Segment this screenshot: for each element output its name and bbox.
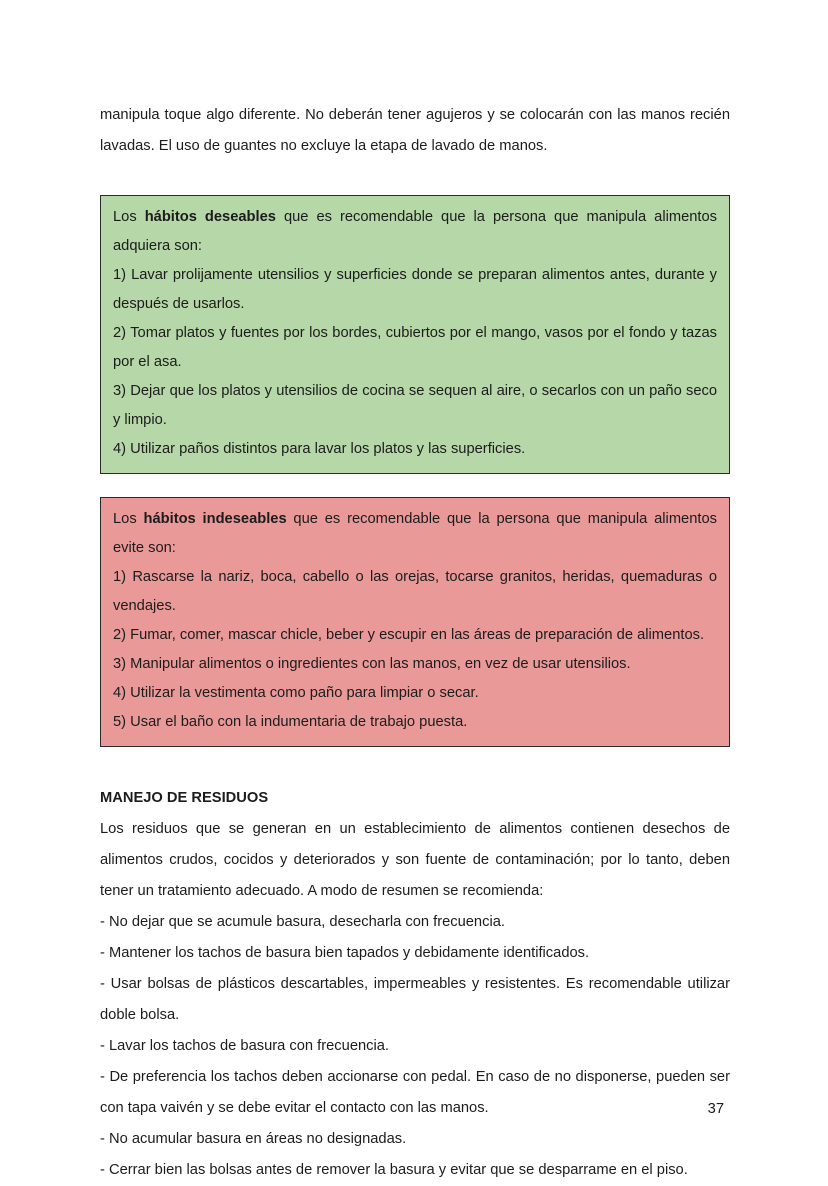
bullet-item: - Lavar los tachos de basura con frecuencia. bbox=[100, 1038, 390, 1054]
undesirable-habits-intro bbox=[113, 505, 717, 563]
bullet-item: - Usar bolsas de plásticos descartables, impermeables y resistentes. Es recomendable utilizar doble bolsa. bbox=[100, 976, 730, 1023]
undesirable-habit-item: 1) Rascarse la nariz, boca, cabello o las orejas, tocarse granitos, heridas, quemaduras o vendajes. bbox=[113, 569, 717, 614]
desirable-intro-rest: que es recomendable que la persona que manipula alimentos adquiera son: bbox=[113, 209, 718, 254]
intro-paragraph: manipula toque algo diferente. No deberán tener agujeros y se colocarán con las manos recién lavadas. El uso de guantes no excluye la etapa de lavado de manos. bbox=[100, 107, 730, 154]
bullet-item: - De preferencia los tachos deben accionarse con pedal. En caso de no disponerse, pueden ser con tapa vaivén y se debe evitar el contacto con las manos. bbox=[100, 1069, 730, 1116]
undesirable-habit-item: 5) Usar el baño con la indumentaria de trabajo puesta. bbox=[113, 714, 468, 730]
undesirable-intro-rest: que es recomendable que la persona que manipula alimentos evite son: bbox=[113, 511, 717, 556]
desirable-habit-item: 4) Utilizar paños distintos para lavar los platos y las superficies. bbox=[113, 441, 526, 457]
desirable-intro-prefix: Los bbox=[113, 209, 145, 225]
residues-bullet-list bbox=[100, 907, 730, 1186]
undesirable-habit-item: 4) Utilizar la vestimenta como paño para limpiar o secar. bbox=[113, 685, 479, 701]
desirable-habit-item: 3) Dejar que los platos y utensilios de cocina se sequen al aire, o secarlos con un paño seco y limpio. bbox=[113, 383, 717, 428]
residues-paragraph: Los residuos que se generan en un establecimiento de alimentos contienen desechos de alimentos crudos, cocidos y deteriorados y son fuente de contaminación; por lo tanto, deben tener un tratamiento adecuado. A modo de resumen se recomienda: bbox=[100, 821, 730, 899]
undesirable-habit-item: 3) Manipular alimentos o ingredientes con las manos, en vez de usar utensilios. bbox=[113, 656, 631, 672]
desirable-habits-intro bbox=[113, 203, 717, 261]
desirable-habit-item: 1) Lavar prolijamente utensilios y superficies donde se preparan alimentos antes, durante y después de usarlos. bbox=[113, 267, 717, 312]
undesirable-habit-item: 2) Fumar, comer, mascar chicle, beber y escupir en las áreas de preparación de alimentos. bbox=[113, 627, 705, 643]
desirable-habit-item: 2) Tomar platos y fuentes por los bordes, cubiertos por el mango, vasos por el fondo y tazas por el asa. bbox=[113, 325, 717, 370]
desirable-habits-box bbox=[100, 195, 730, 474]
undesirable-intro-bold: hábitos indeseables bbox=[143, 511, 287, 527]
page-number: 37 bbox=[707, 1101, 724, 1117]
bullet-item: - No dejar que se acumule basura, desecharla con frecuencia. bbox=[100, 914, 505, 930]
desirable-intro-bold: hábitos deseables bbox=[144, 209, 276, 225]
bullet-item: - No acumular basura en áreas no designadas. bbox=[100, 1131, 407, 1147]
bullet-item: - Cerrar bien las bolsas antes de remover la basura y evitar que se desparrame en el piso. bbox=[100, 1162, 688, 1178]
residues-section-heading: MANEJO DE RESIDUOS bbox=[100, 790, 269, 806]
bullet-item: - Mantener los tachos de basura bien tapados y debidamente identificados. bbox=[100, 945, 590, 961]
undesirable-habits-box bbox=[100, 497, 730, 747]
undesirable-intro-prefix: Los bbox=[113, 511, 144, 527]
